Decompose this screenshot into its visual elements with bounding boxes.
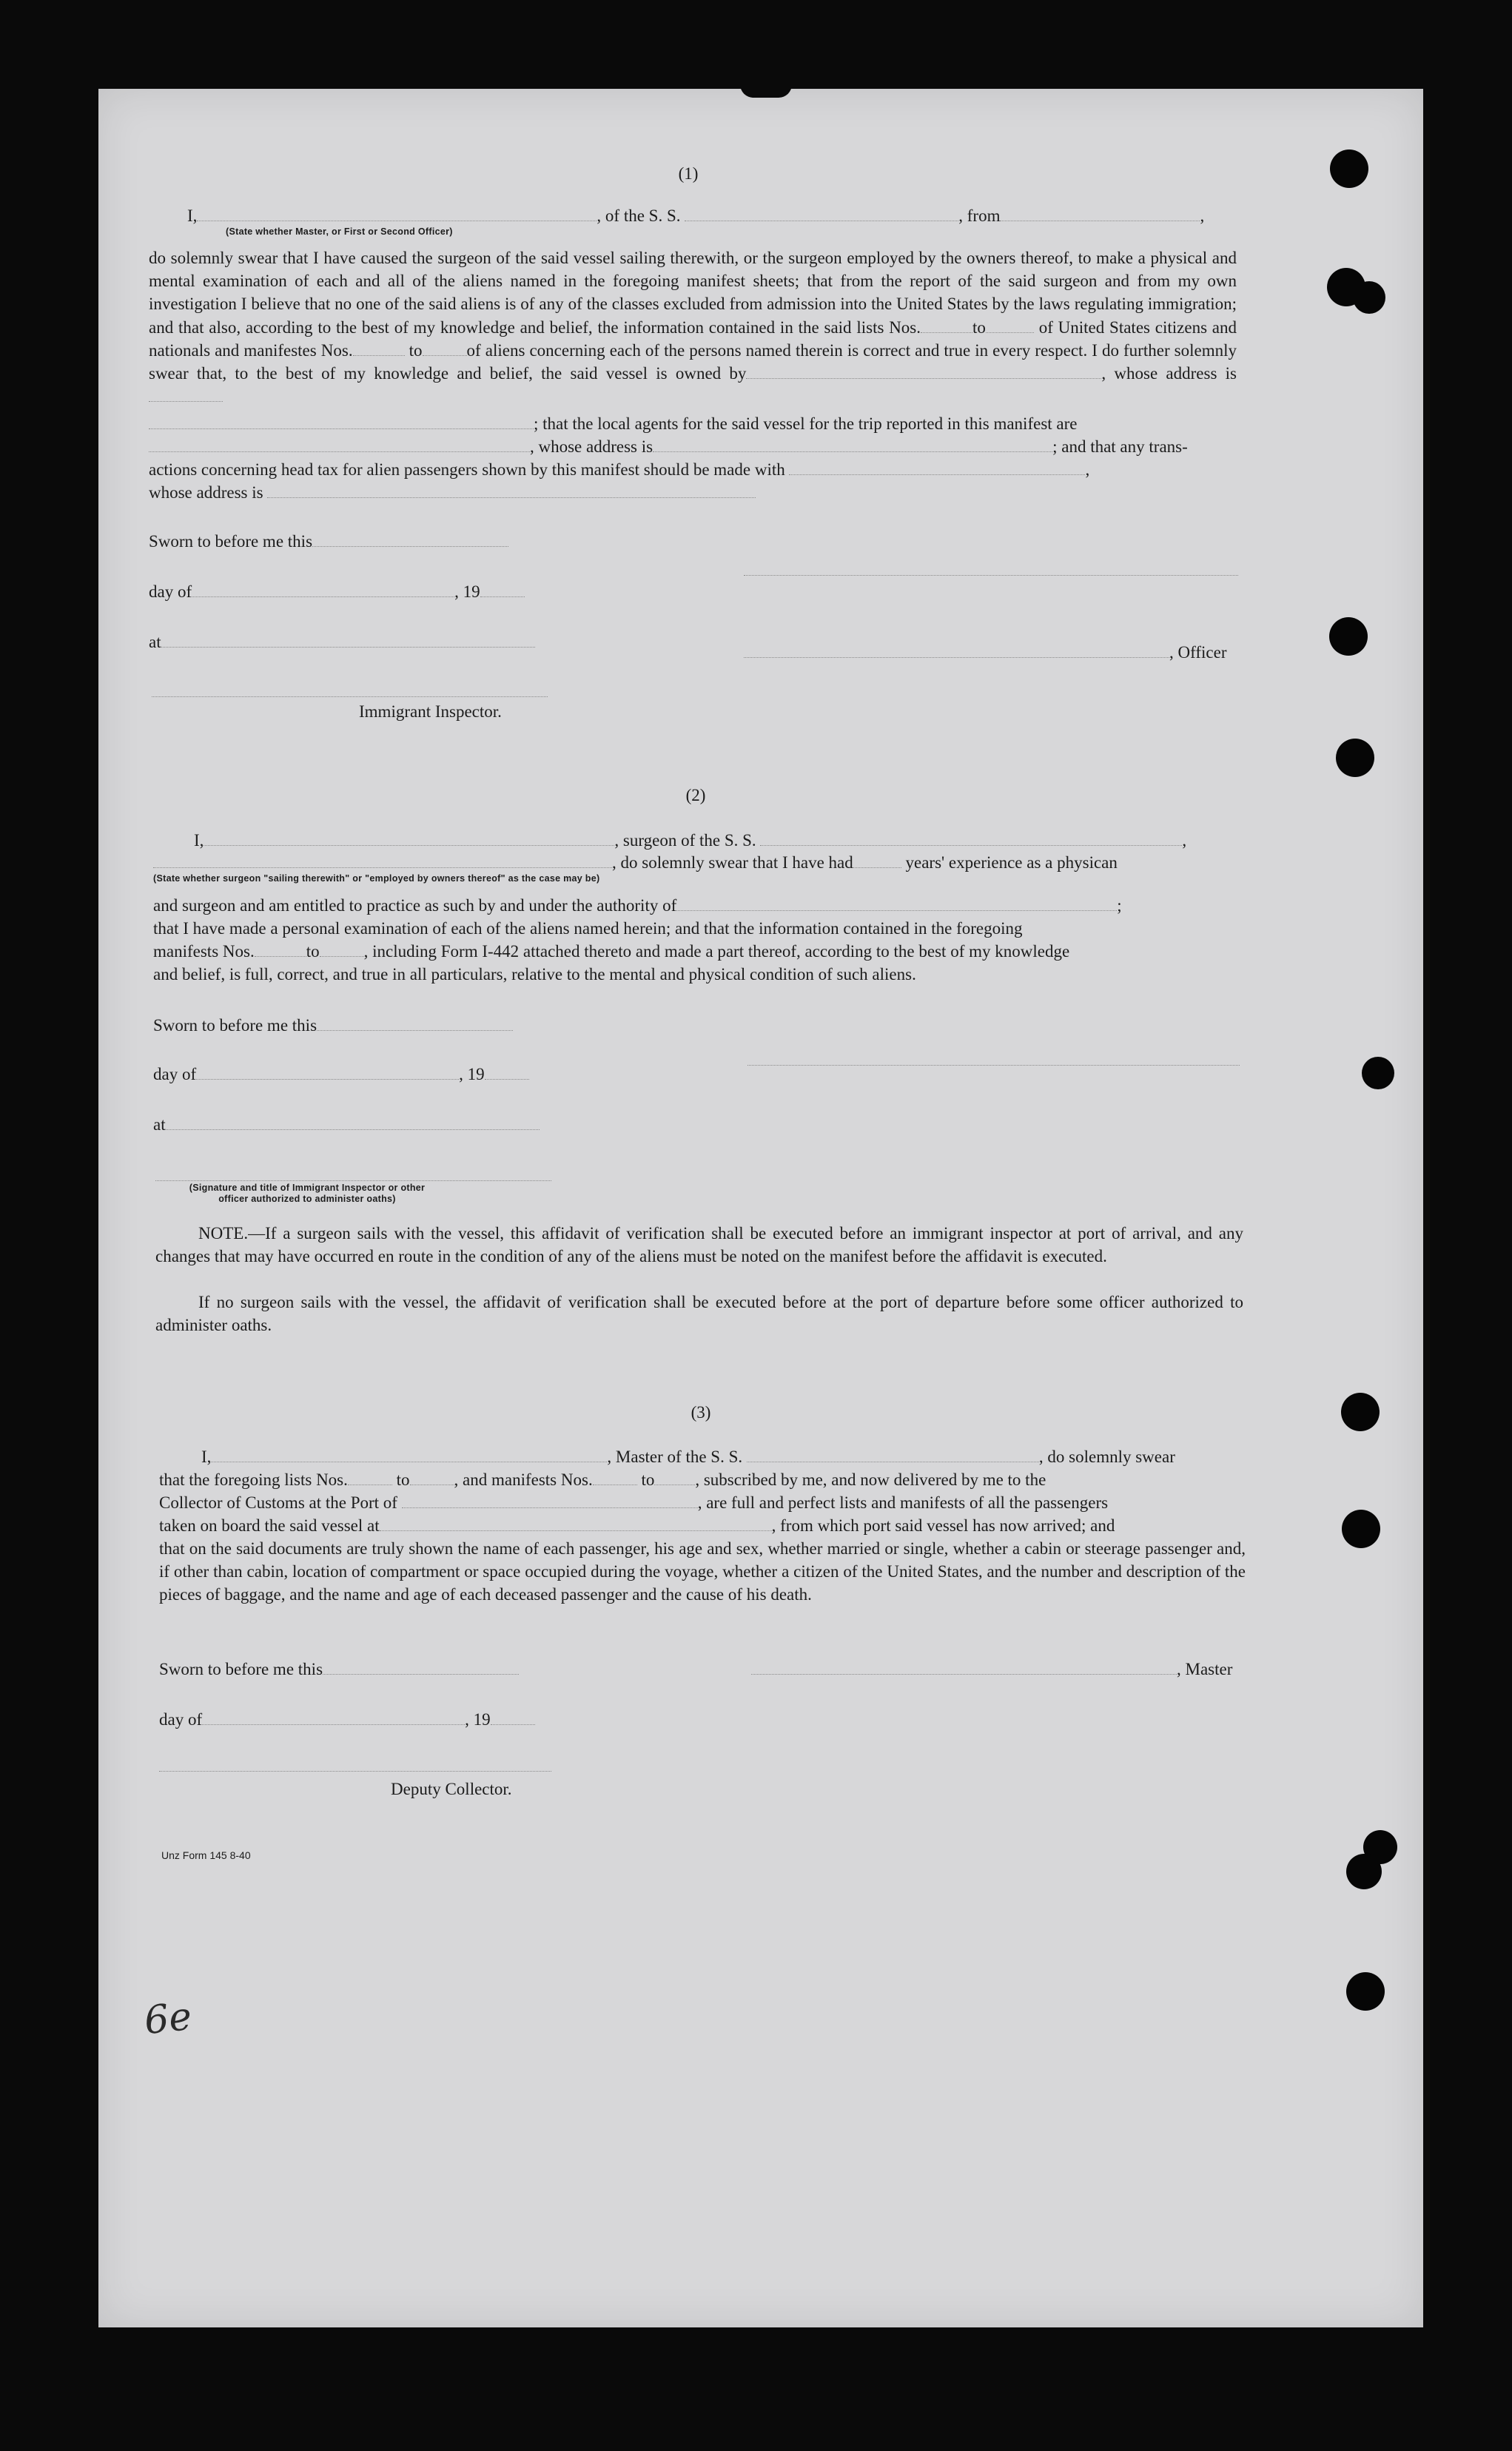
s1-owner-address-cont-field[interactable]: [149, 415, 534, 429]
s1-agents-address-line: , whose address is ; and that any trans-: [149, 435, 1188, 458]
s1-sub-label: (State whether Master, or First or Second Officer): [226, 226, 453, 237]
s1-paragraph: do solemnly swear that I have caused the surgeon of the said vessel sailing therewith, or the surgeon employed by the owners thereof, to make a physical and mental examination of each and all of the aliens named in the foregoing manifest sheets; that from the report of the said surgeon and from my own investigation I believe that no one of the said aliens is of any of the classes excluded from admission into the United States by the laws regulating immigration; and that also, according to the best of my knowledge and belief, the information contained in the said lists Nos. to of United States citizens and nationals and manifestes Nos. to of aliens concerning each of the persons named therein is correct and true in every respect. I do further solemnly swear that, to the best of my knowledge and belief, the said vessel is owned by , whose address is: [149, 246, 1237, 408]
punch-hole: [1346, 1972, 1385, 2011]
s2-p4-line: and belief, is full, correct, and true in all particulars, relative to the mental and physical condition of such aliens.: [153, 965, 916, 984]
s2-p2-line: that I have made a personal examination of each of the aliens named herein; and that the information contained in the foregoing: [153, 919, 1023, 938]
s2-p3-line: manifests Nos. to , including Form I-442 attached thereto and made a part thereof, according to the best of my knowledge: [153, 942, 1070, 961]
s2-authority-field[interactable]: [676, 897, 1117, 911]
s3-body: that on the said documents are truly shown the name of each passenger, his age and sex, whether married or single, whether a cabin or steerage passenger and, if other than cabin, location of compartment or space occupied during the voyage, whether a citizen of the United States, and the number and description of the pieces of baggage, and the name and age of each deceased passenger and the cause of his death.: [159, 1539, 1246, 1604]
s2-sub-label: (State whether surgeon "sailing therewith" or "employed by owners thereof" as the case may be): [153, 873, 600, 884]
s3-line-1: I, , Master of the S. S. , do solemnly swear: [201, 1448, 1175, 1466]
s1-day-line: day of , 19: [149, 580, 525, 603]
s2-status-field[interactable]: [153, 854, 612, 868]
s2-note-2: If no surgeon sails with the vessel, the affidavit of verification shall be executed before at the port of departure before some officer authorized to administer oaths.: [155, 1293, 1243, 1335]
s1-year-field[interactable]: [480, 583, 525, 597]
s2-day-line: day of , 19: [153, 1063, 529, 1086]
s2-at-field[interactable]: [166, 1116, 540, 1130]
s1-name-field[interactable]: [197, 207, 597, 221]
s2-line-1: I, , surgeon of the S. S. ,: [194, 831, 1187, 850]
s1-lists-to-field[interactable]: [986, 319, 1034, 333]
punch-hole: [1346, 1854, 1382, 1889]
punch-hole: [1329, 617, 1368, 656]
s3-lists-from-field[interactable]: [348, 1471, 392, 1485]
s2-sworn-line: Sworn to before me this: [153, 1014, 513, 1037]
s2-ship-field[interactable]: [760, 832, 1182, 846]
s3-collector-signature-line[interactable]: [159, 1770, 551, 1772]
punch-hole: [1336, 739, 1374, 777]
s1-master-signature-line[interactable]: [744, 574, 1238, 576]
form-number: Unz Form 145 8-40: [161, 1849, 251, 1861]
s1-sworn-line: Sworn to before me this: [149, 530, 508, 553]
s2-years-field[interactable]: [853, 854, 901, 868]
section-3-number: (3): [691, 1403, 711, 1422]
handwritten-mark: 6e: [142, 1994, 194, 2044]
punch-hole: [1362, 1057, 1394, 1089]
s1-at-line: at: [149, 631, 535, 653]
s1-line-1: I, , of the S. S. , from ,: [187, 206, 1205, 225]
s1-owner-address-field[interactable]: [149, 388, 223, 402]
s2-surgeon-signature-line[interactable]: [747, 1064, 1240, 1066]
s2-sworn-field[interactable]: [317, 1017, 513, 1031]
s2-year-field[interactable]: [485, 1066, 529, 1080]
s3-manifest-to-field[interactable]: [654, 1471, 695, 1485]
s3-deputy-label: Deputy Collector.: [391, 1780, 512, 1798]
s1-lists-from-field[interactable]: [921, 319, 972, 333]
s1-head-tax-address-field[interactable]: [267, 484, 756, 498]
s1-owner-field[interactable]: [746, 365, 1101, 379]
s3-day-field[interactable]: [202, 1711, 465, 1725]
s1-of-ss: , of the S. S.: [597, 206, 681, 225]
s1-from: , from: [958, 206, 1001, 225]
s1-head-tax-line: actions concerning head tax for alien passengers shown by this manifest should be made with ,: [149, 460, 1090, 479]
s1-manifest-to-field[interactable]: [423, 342, 467, 356]
s2-manifest-to-field[interactable]: [320, 943, 364, 957]
s3-master-line: , Master: [751, 1658, 1232, 1681]
s3-lists-to-field[interactable]: [410, 1471, 454, 1485]
s1-at-field[interactable]: [161, 633, 535, 648]
s2-at-line: at: [153, 1113, 540, 1136]
s1-inspector-label: Immigrant Inspector.: [359, 702, 502, 721]
s3-year-field[interactable]: [491, 1711, 535, 1725]
s1-inspector-signature-line[interactable]: [152, 696, 548, 697]
s3-port-taken-field[interactable]: [380, 1517, 772, 1531]
s2-note-1: NOTE.—If a surgeon sails with the vessel, this affidavit of verification shall be executed before an immigrant inspector at port of arrival, and any changes that may have occurred en route in the condition of any of the aliens must be noted on the manifest before the affidavit is executed.: [155, 1224, 1243, 1266]
s3-lists-line: that the foregoing lists Nos. to , and manifests Nos. to , subscribed by me, and now delivered by me to the: [159, 1470, 1046, 1489]
s1-from-field[interactable]: [1000, 207, 1200, 221]
s1-agents-address-field[interactable]: [653, 438, 1052, 452]
s3-port-field[interactable]: [402, 1494, 698, 1508]
s2-line-2: , do solemnly swear that I have had years' experience as a physican: [153, 851, 1118, 874]
s1-sworn-field[interactable]: [312, 533, 508, 547]
s2-p1-line: and surgeon and am entitled to practice as such by and under the authority of ;: [153, 896, 1122, 915]
s1-i: I,: [187, 206, 198, 225]
s2-name-field[interactable]: [204, 832, 614, 846]
section-1-number: (1): [678, 164, 699, 183]
s1-agents-line: ; that the local agents for the said vessel for the trip reported in this manifest are: [149, 412, 1077, 435]
s2-inspector-signature-line[interactable]: [155, 1180, 551, 1181]
s3-sworn-line: Sworn to before me this: [159, 1658, 519, 1681]
s3-sworn-field[interactable]: [323, 1661, 519, 1675]
s2-sig-label: (Signature and title of Immigrant Inspector or other officer authorized to administer oaths): [189, 1183, 426, 1204]
punch-hole: [1341, 1393, 1380, 1431]
s3-day-line: day of , 19: [159, 1708, 535, 1731]
s3-ship-field[interactable]: [747, 1448, 1039, 1462]
s3-collector-line: Collector of Customs at the Port of , are full and perfect lists and manifests of all the passengers: [159, 1493, 1109, 1512]
s3-manifest-from-field[interactable]: [593, 1471, 637, 1485]
s3-name-field[interactable]: [211, 1448, 607, 1462]
s3-master-signature-field[interactable]: [751, 1661, 1177, 1675]
punch-hole: [1342, 1510, 1380, 1548]
s1-head-tax-field[interactable]: [789, 461, 1085, 475]
s3-taken-line: taken on board the said vessel at , from which port said vessel has now arrived; and: [159, 1516, 1115, 1535]
s1-agents-field[interactable]: [149, 438, 530, 452]
s1-ship-field[interactable]: [685, 207, 958, 221]
s2-manifest-from-field[interactable]: [255, 943, 306, 957]
s2-day-field[interactable]: [196, 1066, 459, 1080]
punch-hole: [1353, 281, 1385, 314]
s1-manifest-from-field[interactable]: [353, 342, 405, 356]
s1-officer-line: , Officer: [744, 641, 1226, 664]
top-tab: [740, 78, 792, 98]
punch-hole: [1330, 149, 1368, 188]
s1-officer-field[interactable]: [744, 644, 1169, 658]
s1-day-field[interactable]: [192, 583, 454, 597]
s1-whose-address-line: whose address is: [149, 481, 756, 504]
section-2-number: (2): [685, 786, 706, 804]
